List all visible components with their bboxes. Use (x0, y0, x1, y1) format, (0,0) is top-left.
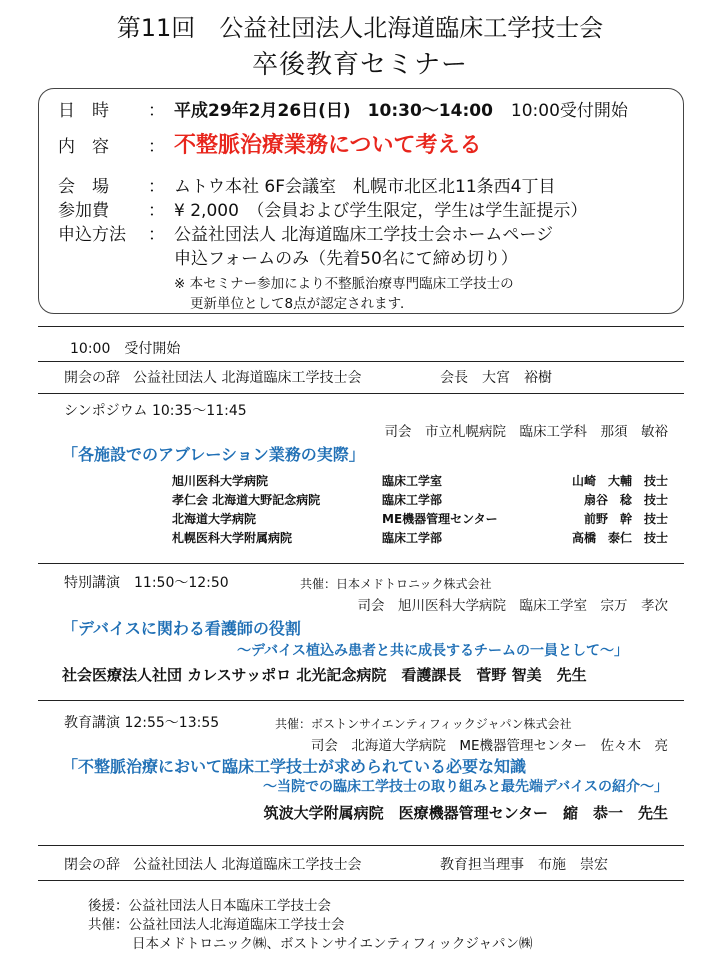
title-line-1: 第11回 公益社団法人北海道臨床工学技士会 (116, 14, 604, 42)
divider (38, 845, 684, 846)
fee-label: 参加費 (58, 201, 109, 221)
content-row (58, 128, 482, 159)
special-heading: 特別講演 11:50〜12:50 (64, 575, 229, 591)
title-line-2: 卒後教育セミナー (251, 50, 468, 80)
symposium-heading: シンポジウム 10:35〜11:45 (64, 403, 247, 419)
credit-note-line-1: ※ 本セミナー参加により不整脈治療専門臨床工学技士の (174, 276, 514, 292)
content-colon: ： (148, 137, 165, 157)
venue-colon: ： (148, 177, 165, 197)
speaker-hospital: 旭川医科大学病院 (172, 474, 269, 488)
symposium-chair: 司会 市立札幌病院 臨床工学科 那須 敏裕 (384, 424, 668, 440)
opening-org: 公益社団法人 北海道臨床工学技士会 (133, 370, 362, 386)
special-chair: 司会 旭川医科大学病院 臨床工学室 宗万 孝次 (357, 598, 668, 614)
date-colon: ： (148, 101, 165, 121)
fee-row (58, 196, 587, 221)
education-subtitle: 〜当院での臨床工学技士の取り組みと最先端デバイスの紹介〜」 (262, 779, 668, 795)
divider (38, 361, 684, 362)
reception-line: 10:00 受付開始 (70, 341, 181, 357)
opening-label: 開会の辞 (64, 370, 120, 386)
date-row (58, 96, 628, 121)
reception-time: 10:00受付開始 (510, 101, 628, 121)
speaker-name: 山崎 大輔 技士 (571, 474, 668, 488)
divider (38, 563, 684, 564)
cohost-line-2: 日本メドトロニック㈱、ボストンサイエンティフィックジャパン㈱ (132, 936, 533, 952)
apply-line-2: 申込フォームのみ（先着50名にて締め切り） (174, 249, 518, 269)
fee-colon: ： (148, 201, 165, 221)
divider (38, 326, 684, 327)
speaker-hospital: 孝仁会 北海道大野記念病院 (172, 493, 321, 507)
speaker-dept: 臨床工学室 (382, 474, 443, 488)
special-subtitle: 〜デバイス植込み患者と共に成長するチームの一員として〜」 (236, 643, 628, 659)
divider (38, 393, 684, 394)
opening-role: 会長 大宮 裕樹 (440, 370, 552, 386)
speaker-dept: 臨床工学部 (382, 531, 443, 545)
venue-value: ムトウ本社 6F会議室 札幌市北区北11条西4丁目 (174, 177, 556, 197)
apply-row (58, 220, 553, 245)
support-line: 後援：公益社団法人日本臨床工学技士会 (88, 898, 331, 914)
special-speaker: 社会医療法人社団 カレスサッポロ 北光記念病院 看護課長 菅野 智美 先生 (62, 666, 587, 684)
venue-row (58, 172, 555, 197)
symposium-title: 「各施設でのアブレーション業務の実際」 (62, 445, 365, 464)
closing-role: 教育担当理事 布施 崇宏 (440, 857, 608, 873)
speaker-name: 前野 幹 技士 (583, 512, 668, 526)
credit-note-line-2: 更新単位として8点が認定されます． (190, 296, 414, 312)
education-chair: 司会 北海道大学病院 ME機器管理センター 佐々木 亮 (310, 738, 668, 754)
divider (38, 700, 684, 701)
speaker-name: 高橋 泰仁 技士 (571, 531, 668, 545)
apply-line-1: 公益社団法人 北海道臨床工学技士会ホームページ (174, 225, 554, 245)
speaker-hospital: 札幌医科大学附属病院 (172, 531, 293, 545)
closing-label: 閉会の辞 (64, 857, 120, 873)
cohost-line-1: 共催：公益社団法人北海道臨床工学技士会 (88, 917, 345, 933)
speaker-hospital: 北海道大学病院 (172, 512, 257, 526)
content-label: 内 容 (58, 137, 109, 157)
speaker-dept: ME機器管理センター (382, 512, 498, 526)
date-value: 平成29年2月26日(日) 10:30〜14:00 (174, 101, 493, 121)
education-sponsor: 共催：ボストンサイエンティフィックジャパン株式会社 (275, 717, 572, 731)
content-value: 不整脈治療業務について考える (174, 133, 482, 158)
venue-label: 会 場 (58, 177, 109, 197)
education-title: 「不整脈治療において臨床工学技士が求められている必要な知識 (62, 757, 527, 776)
divider (38, 880, 684, 881)
education-speaker: 筑波大学附属病院 医療機器管理センター 縮 恭一 先生 (263, 804, 668, 822)
apply-label: 申込方法 (58, 225, 126, 245)
education-heading: 教育講演 12:55〜13:55 (64, 715, 220, 731)
apply-colon: ： (148, 225, 165, 245)
special-sponsor: 共催：日本メドトロニック株式会社 (300, 577, 492, 591)
date-label: 日 時 (58, 101, 109, 121)
fee-value: ¥ 2,000 （会員および学生限定，学生は学生証提示） (174, 201, 588, 221)
special-title: 「デバイスに関わる看護師の役割 (62, 619, 301, 638)
speaker-name: 扇谷 稔 技士 (583, 493, 668, 507)
closing-org: 公益社団法人 北海道臨床工学技士会 (133, 857, 362, 873)
speaker-dept: 臨床工学部 (382, 493, 443, 507)
